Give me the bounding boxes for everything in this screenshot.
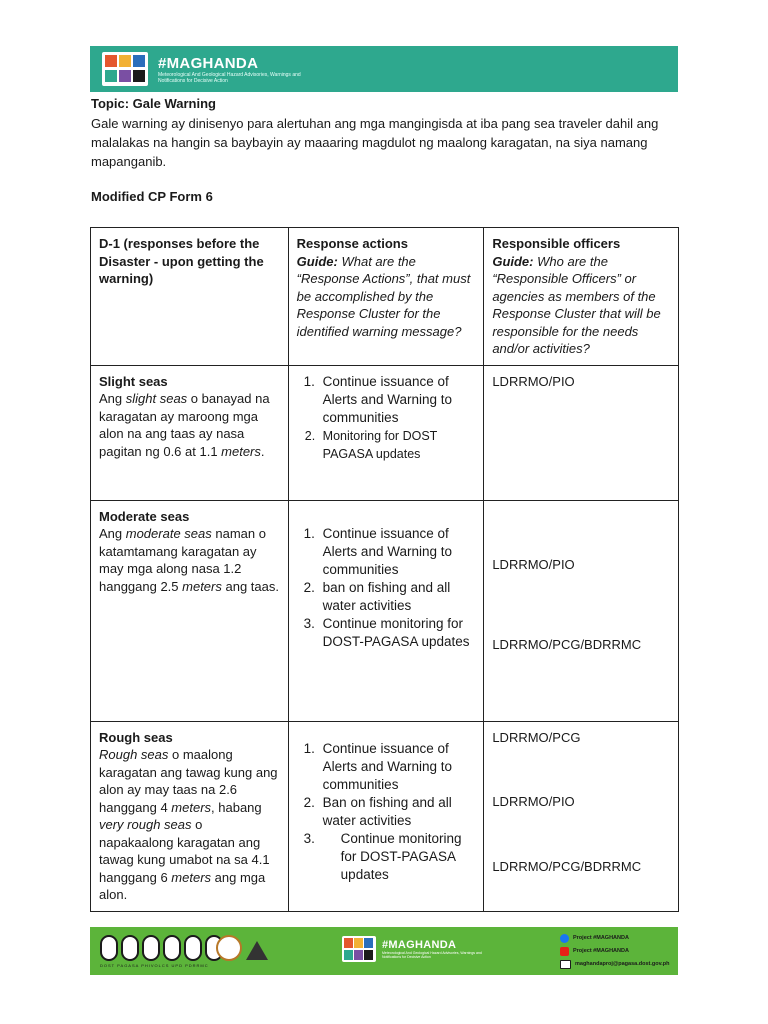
topic-line <box>91 96 216 111</box>
agency-glyph-icon <box>184 935 202 961</box>
list-item: 1. Continue issuance of Alerts and Warning to communities <box>319 373 476 427</box>
header-cell-response-actions: Response actions Guide: What are the “Response Actions”, that must be accomplished by the Response Cluster for the identified warning message? <box>288 228 484 366</box>
agency-glyph-icon <box>163 935 181 961</box>
brand-title: #MAGHANDA <box>158 54 259 72</box>
agency-glyph-icon <box>142 935 160 961</box>
maghanda-logo-icon <box>102 52 148 86</box>
youtube-icon <box>560 947 569 956</box>
list-item: 2. ban on fishing and all water activities <box>319 579 476 615</box>
footer-brand <box>342 936 492 962</box>
row-actions-slight <box>288 365 484 500</box>
row-condition-rough: Rough seas Rough seas o maalong karagatan ang tawag kung ang alon ay may taas na 2.6 hanggang 4 meters, habang very rough seas o napakaalong karagatan ang tawag kung umabot na sa 4.1 hanggang 6 meters ang mga alon. <box>91 721 289 911</box>
agency-labels: DOST PAGASA PHIVOLCS UPD PDRRMC <box>100 963 209 968</box>
email-icon <box>560 960 571 969</box>
row-officers-moderate: LDRRMO/PIO LDRRMO/PCG/BDRRMC <box>484 500 679 721</box>
list-item: 1. Continue issuance of Alerts and Warning to communities <box>319 525 476 579</box>
table-row <box>91 721 679 911</box>
seal-icon <box>216 935 242 961</box>
table-header-row <box>91 228 679 366</box>
cp-form-table <box>90 227 679 912</box>
facebook-icon <box>560 934 569 943</box>
row-description: Ang moderate seas naman o katamtamang karagatan ay may mga along nasa 1.2 hanggang 2.5 meters ang taas. <box>99 526 279 594</box>
list-item: 3. Continue monitoring for DOST-PAGASA updates <box>319 615 476 651</box>
contact-facebook[interactable]: Project #MAGHANDA <box>560 932 670 945</box>
list-item: 2. Ban on fishing and all water activities <box>319 794 476 830</box>
header-banner <box>90 46 678 92</box>
topic-value: Gale Warning <box>132 96 216 111</box>
maghanda-logo-icon <box>342 936 376 962</box>
table-row <box>91 500 679 721</box>
list-item: 2. Monitoring for DOST PAGASA updates <box>319 427 476 463</box>
form-title: Modified CP Form 6 <box>91 189 213 204</box>
agency-glyph-icon <box>100 935 118 961</box>
row-condition-moderate: Moderate seas Ang moderate seas naman o katamtamang karagatan ay may mga along nasa 1.2 hanggang 2.5 meters ang taas. <box>91 500 289 721</box>
row-officers-rough: LDRRMO/PCG LDRRMO/PIO LDRRMO/PCG/BDRRMC <box>484 721 679 911</box>
row-description: Rough seas o maalong karagatan ang tawag kung ang alon ay may taas na 2.6 hanggang 4 meters, habang very rough seas o napakaalong karagatan ang tawag kung umabot na sa 4.1 hanggang 6 meters ang mga alon. <box>99 747 278 902</box>
footer-banner <box>90 927 678 975</box>
contact-email[interactable]: maghandaproj@pagasa.dost.gov.ph <box>560 958 670 971</box>
topic-label: Topic: <box>91 96 130 111</box>
intro-paragraph: Gale warning ay dinisenyo para alertuhan ang mga mangingisda at iba pang sea traveler dahil ang malalakas na hangin sa baybayin ay maaaring magdulot ng maalong karagatan, na siya namang mapanganib. <box>91 116 659 169</box>
row-actions-moderate <box>288 500 484 721</box>
brand-subtitle: Meteorological And Geological Hazard Advisories, Warnings and Notifications for Decisive Action <box>158 71 301 84</box>
agency-glyph-icon <box>121 935 139 961</box>
row-description: Ang slight seas o banayad na karagatan ay maroong mga alon na ang taas ay nasa pagitan ng 0.6 at 1.1 meters. <box>99 391 270 459</box>
row-actions-rough <box>288 721 484 911</box>
header-cell-d1: D-1 (responses before the Disaster - upon getting the warning) <box>91 228 289 366</box>
row-condition-slight: Slight seas Ang slight seas o banayad na karagatan ay maroong mga alon na ang taas ay nasa pagitan ng 0.6 at 1.1 meters. <box>91 365 289 500</box>
contact-youtube[interactable]: Project #MAGHANDA <box>560 945 670 958</box>
footer-brand-subtitle: Meteorological And Geological Hazard Advisories, Warnings and Notifications for Decisive Action <box>382 950 482 959</box>
list-item: 3. Continue monitoring for DOST-PAGASA updates <box>319 830 476 884</box>
contact-list <box>560 932 670 971</box>
triangle-logo-icon <box>246 941 268 960</box>
agency-icons <box>100 935 223 961</box>
row-officers-slight: LDRRMO/PIO <box>484 365 679 500</box>
list-item: 1. Continue issuance of Alerts and Warning to communities <box>319 740 476 794</box>
header-cell-responsible-officers: Responsible officers Guide: Who are the “Responsible Officers” or agencies as members of the Response Cluster that will be responsible for the needs and/or activities? <box>484 228 679 366</box>
table-row <box>91 365 679 500</box>
footer-brand-title: #MAGHANDA <box>382 938 457 951</box>
